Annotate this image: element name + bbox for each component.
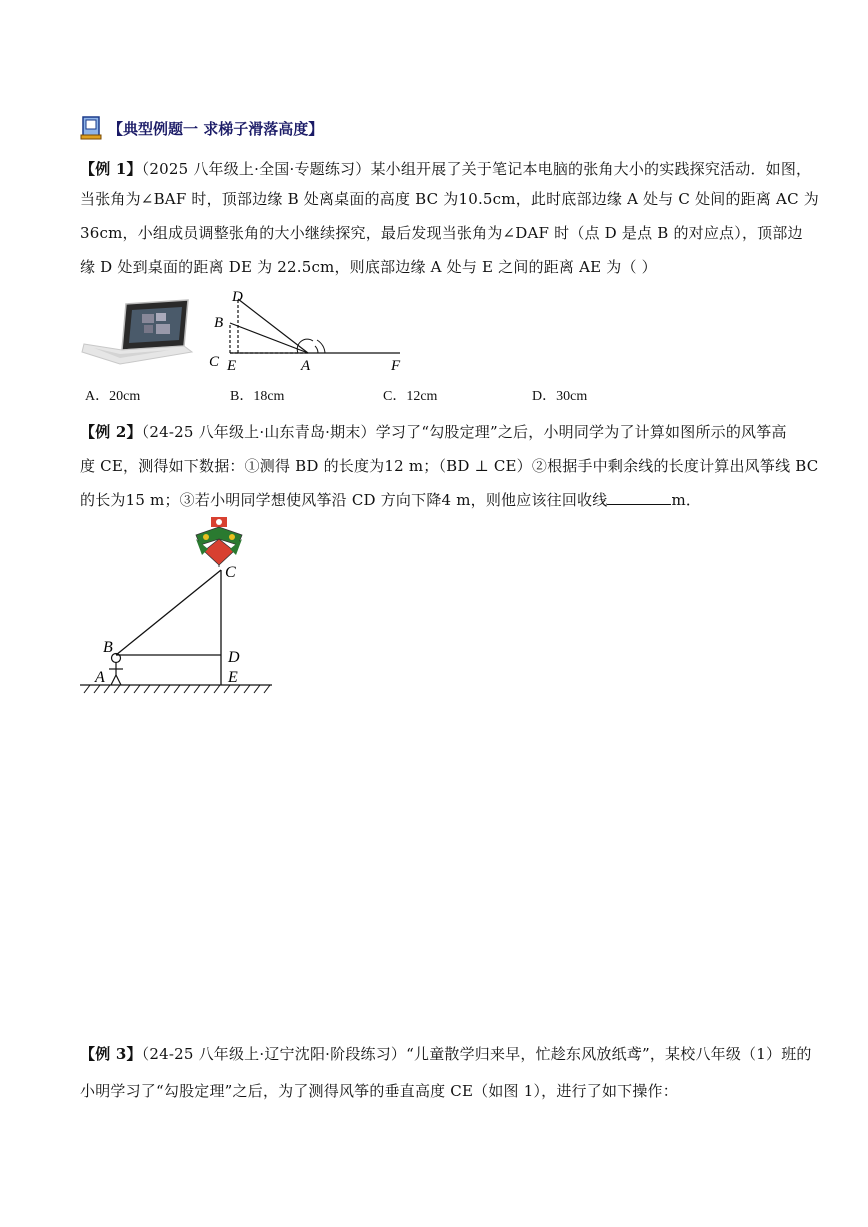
label-C: C	[209, 354, 220, 370]
answer-blank[interactable]	[607, 490, 671, 505]
ex2-line3: 的长为15 m；③若小明同学想使风筝沿 CD 方向下降4 m，则他应该往回收线 m．	[80, 491, 702, 509]
ex1-option-a[interactable]: A．20cm	[85, 389, 141, 404]
ex2-tag: 【例 2】	[80, 423, 142, 441]
ex1-line3: 36cm，小组成员调整张角的大小继续探究，最后发现当张角为∠DAF 时（点 D 是点 B 的对应点），顶部边	[80, 224, 803, 242]
ex2-line1: 【例 2】（24-25 八年级上·山东青岛·期末）学习了“勾股定理”之后，小明同学为了计算如图所示的风筝高	[80, 423, 787, 441]
ex1-option-c[interactable]: C．12cm	[383, 389, 438, 404]
label-E2: E	[228, 669, 238, 686]
label-B: B	[214, 315, 224, 331]
ex1-line1: 【例 1】（2025 八年级上·全国·专题练习）某小组开展了关于笔记本电脑的张角大小的实践探究活动．如图，	[80, 160, 812, 178]
ex2-figure	[78, 515, 278, 695]
ex1-line2: 当张角为∠BAF 时，顶部边缘 B 处离桌面的高度 BC 为10.5cm，此时底部边缘 A 处与 C 处间的距离 AC 为	[80, 190, 819, 208]
ex3-line2: 小明学习了“勾股定理”之后，为了测得风筝的垂直高度 CE（如图 1），进行了如下操作：	[80, 1082, 678, 1100]
label-B2: B	[103, 639, 113, 656]
label-A: A	[301, 358, 311, 373]
label-D2: D	[228, 649, 240, 666]
section-title: 【典型例题一 求梯子滑落高度】	[108, 119, 324, 138]
ex3-line1: 【例 3】（24-25 八年级上·辽宁沈阳·阶段练习）“儿童散学归来早，忙趁东风放纸鸢”，某校八年级（1）班的	[80, 1045, 812, 1063]
label-E: E	[227, 358, 237, 373]
kite-image	[196, 517, 242, 567]
ex1-option-b[interactable]: B．18cm	[230, 389, 285, 404]
label-F: F	[391, 358, 401, 373]
ex3-tag: 【例 3】	[80, 1045, 142, 1063]
label-A2: A	[95, 669, 105, 686]
ex2-line2: 度 CE，测得如下数据：①测得 BD 的长度为12 m；（BD ⊥ CE）②根据手中剩余线的长度计算出风筝线 BC	[80, 457, 819, 475]
label-D: D	[232, 289, 243, 305]
book-icon	[80, 115, 102, 141]
ex1-tag: 【例 1】	[80, 160, 142, 178]
label-C2: C	[225, 564, 236, 581]
ex1-line4: 缘 D 处到桌面的距离 DE 为 22.5cm，则底部边缘 A 处与 E 之间的距离 AE 为（ ）	[80, 258, 657, 276]
laptop-image	[80, 296, 198, 368]
ex1-option-d[interactable]: D．30cm	[532, 389, 588, 404]
person-figure	[109, 654, 123, 686]
section-heading	[80, 113, 323, 143]
ex1-figure	[205, 285, 410, 373]
